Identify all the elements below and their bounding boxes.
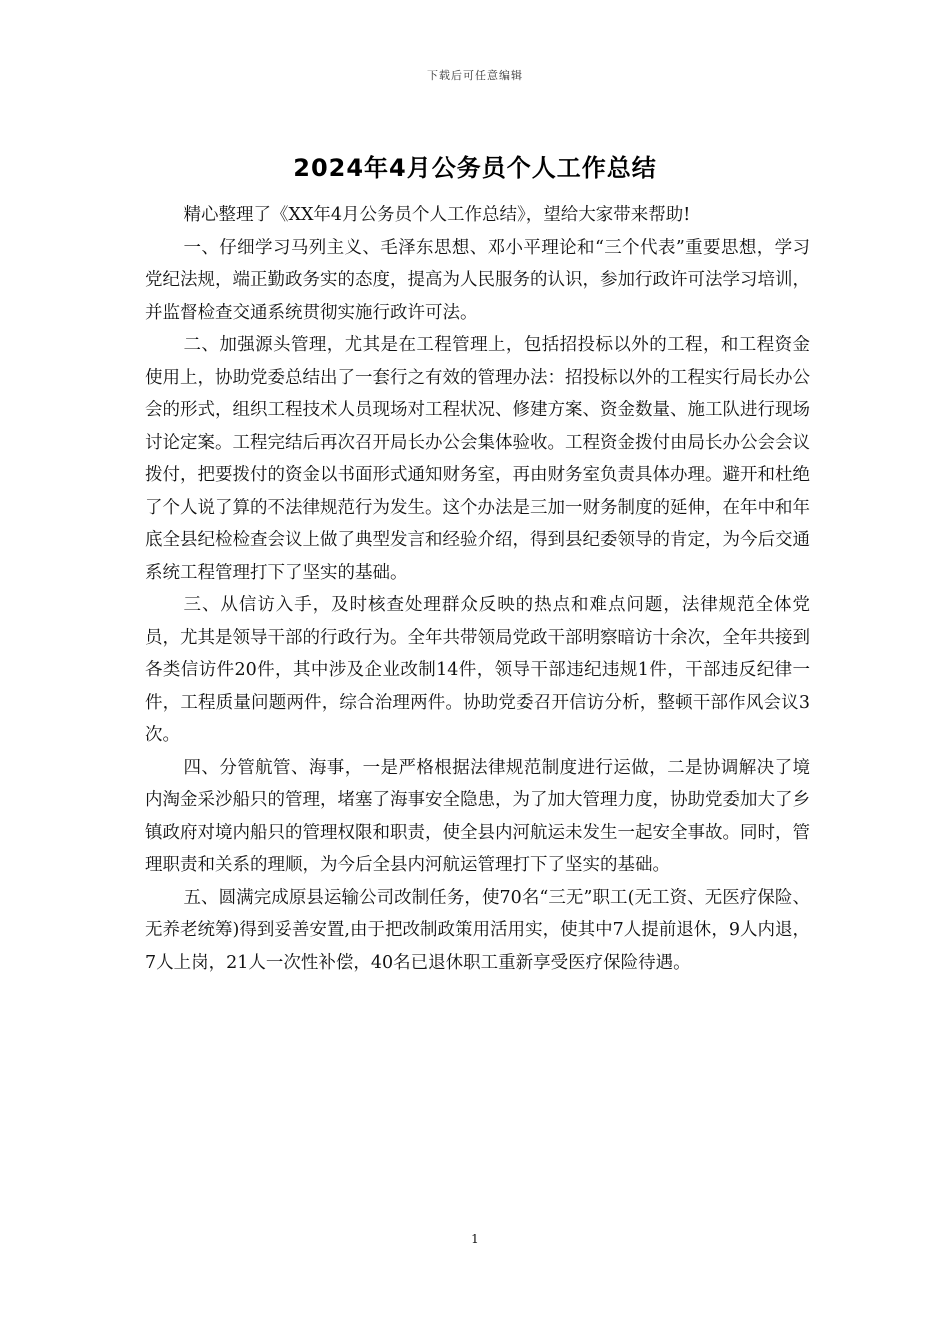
paragraph-intro: 精心整理了《XX年4月公务员个人工作总结》，望给大家带来帮助!: [183, 205, 691, 225]
header-note: 下载后可任意编辑: [427, 69, 523, 82]
document-body: [145, 199, 810, 979]
paragraph-2: 二、加强源头管理，尤其是在工程管理上，包括招投标以外的工程，和工程资金使用上，协助党委总结出了一套行之有效的管理办法：招投标以外的工程实行局长办公会的形式，组织工程技术人员现场对工程状况、修建方案、资金数量、施工队进行现场讨论定案。工程完结后再次召开局长办公会集体验收。工程资金拨付由局长办公会会议拨付，把要拨付的资金以书面形式通知财务室，再由财务室负责具体办理。避开和杜绝了个人说了算的不法律规范行为发生。这个办法是三加一财务制度的延伸，在年中和年底全县纪检检查会议上做了典型发言和经验介绍，得到县纪委领导的肯定，为今后交通系统工程管理打下了坚实的基础。: [145, 335, 810, 583]
document-title: 2024年4月公务员个人工作总结: [293, 154, 657, 182]
paragraph-3: 三、从信访入手，及时核查处理群众反映的热点和难点问题，法律规范全体党员，尤其是领导干部的行政行为。全年共带领局党政干部明察暗访十余次，全年共接到各类信访件20件，其中涉及企业改制14件，领导干部违纪违规1件，干部违反纪律一件，工程质量问题两件，综合治理两件。协助党委召开信访分析，整顿干部作风会议3次。: [145, 595, 810, 745]
paragraph-4: 四、分管航管、海事，一是严格根据法律规范制度进行运做，二是协调解决了境内淘金采沙船只的管理，堵塞了海事安全隐患，为了加大管理力度，协助党委加大了乡镇政府对境内船只的管理权限和职责，使全县内河航运未发生一起安全事故。同时，管理职责和关系的理顺，为今后全县内河航运管理打下了坚实的基础。: [145, 757, 810, 875]
page-number: 1: [471, 1232, 479, 1246]
paragraph-1: 一、仔细学习马列主义、毛泽东思想、邓小平理论和“三个代表”重要思想，学习党纪法规，端正勤政务实的态度，提高为人民服务的认识，参加行政许可法学习培训，并监督检查交通系统贯彻实施行政许可法。: [145, 237, 810, 323]
paragraph-5: 五、圆满完成原县运输公司改制任务，使70名“三无”职工(无工资、无医疗保险、无养老统筹)得到妥善安置,由于把改制政策用活用实，使其中7人提前退休，9人内退，7人上岗，21人一次性补偿，40名已退休职工重新享受医疗保险待遇。: [145, 887, 810, 973]
